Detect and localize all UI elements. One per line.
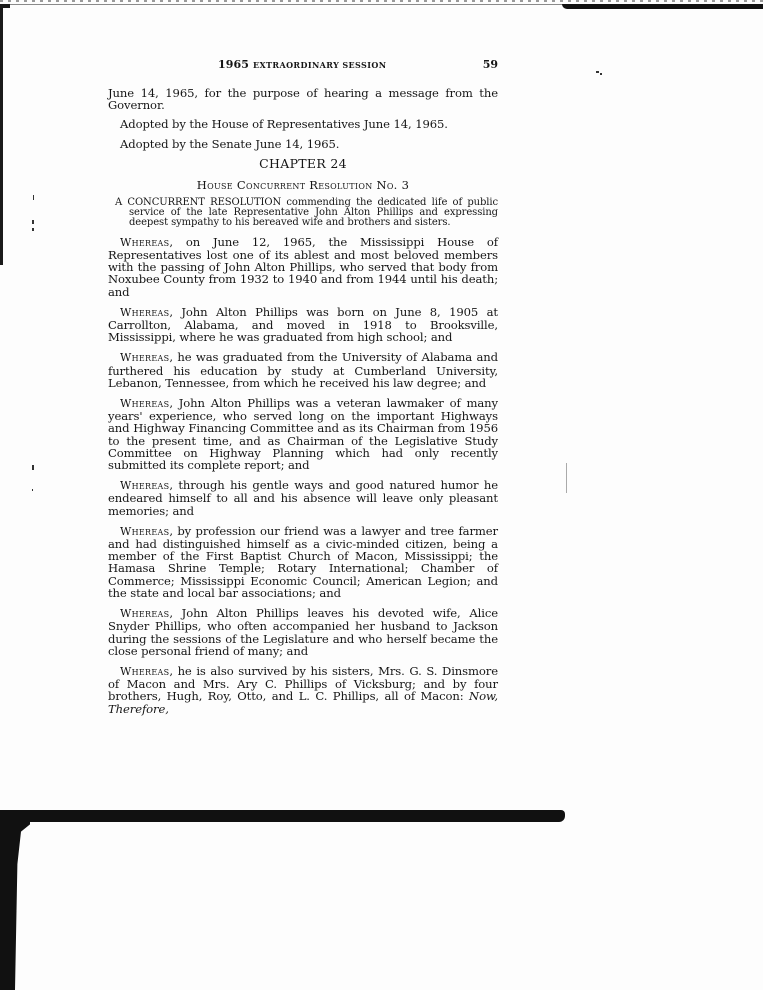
caption-text: commending the dedicated life of public service of the late Representative John Alton Phillips and expressing deepest sympathy to his bereaved wife and brothers and sisters. [129,196,498,228]
document-page [108,58,498,715]
adopted-house: Adopted by the House of Representatives June 14, 1965. [120,117,448,132]
scan-shadow-top-right [562,4,763,9]
running-head-year: 1965 [218,58,250,71]
whereas-label: Whereas [120,664,170,678]
scan-speck [32,489,33,491]
whereas-label: Whereas [120,351,170,365]
whereas-text: , John Alton Phillips was a veteran lawmaker of many years' experience, who served long on the important Highways and Highway Financing Committee and as its Chairman from 1956 to the present time, and as Chairman of the Legislative Study Committee on Highway Planning which had only recently submitted its complete report; and [108,396,498,473]
scan-speck [600,73,602,75]
whereas-label: Whereas [120,305,170,319]
whereas-clause [108,665,498,715]
whereas-text: , John Alton Phillips was born on June 8, 1905 at Carrollton, Alabama, and moved in 1918 to Brooksville, Mississippi, where he was graduated from high school; and [108,304,498,345]
scan-speck [32,228,34,231]
running-head-session: EXTRAORDINARY SESSION [252,60,387,70]
whereas-clause [108,607,498,657]
whereas-text: , by profession our friend was a lawyer and tree farmer and had distinguished himself as a civic-minded citizen, being a member of the First Baptist Church of Macon, Mississippi; the Hamasa Shrine Temple; Rotary International; Chamber of Commerce; Mississippi Economic Council; American Legion; and the state and local bar associations; and [108,523,498,600]
closing-phrase: Now, Therefore, [108,689,498,716]
whereas-text: , he was graduated from the University of Alabama and furthered his education by study at Cumberland University, Lebanon, Tennessee, from which he received his law degree; and [108,350,498,390]
running-head [108,58,498,74]
page-number: 59 [482,58,498,71]
continuation-paragraph: June 14, 1965, for the purpose of hearing a message from the Governor. [108,86,498,113]
whereas-label: Whereas [120,607,170,621]
whereas-label: Whereas [120,397,170,411]
scan-speck [596,71,599,73]
whereas-text: , on June 12, 1965, the Mississippi House of Representatives lost one of its ablest and most beloved members with the passing of John Alton Phillips, who served that body from Noxubee County from 1932 to 1940 and from 1944 until his death; and [108,234,498,299]
whereas-label: Whereas [120,524,170,538]
whereas-text: , through his gentle ways and good natured humor he endeared himself to all and his absence will leave only pleasant memories; and [108,478,498,518]
resolution-heading: House Concurrent Resolution No. 3 [196,177,410,192]
whereas-label: Whereas [120,479,170,493]
scan-edge-line [0,4,570,5]
adopted-senate: Adopted by the Senate June 14, 1965. [120,136,340,151]
whereas-label: Whereas [120,235,170,249]
whereas-clause [108,236,498,298]
scan-shadow-bottom-left [0,810,30,990]
chapter-heading: CHAPTER 24 [259,155,347,171]
resolution-caption [108,198,498,228]
whereas-text: , John Alton Phillips leaves his devoted wife, Alice Snyder Phillips, who often accompanied her husband to Jackson during the sessions of the Legislature and who herself became the close personal friend of many; and [108,606,498,658]
whereas-clause [108,306,498,344]
whereas-clause [108,479,498,517]
caption-lead: A CONCURRENT RESOLUTION [115,196,282,208]
scan-shadow-left [0,5,3,265]
whereas-clause [108,351,498,389]
running-head-title [218,58,386,71]
scan-speck [566,463,567,493]
whereas-text: , he is also survived by his sisters, Mrs. G. S. Dinsmore of Macon and Mrs. Ary C. Phillips of Vicksburg; and by four brothers, Hugh, Roy, Otto, and L. C. Phillips, all of Macon: [108,663,498,704]
scan-speck [33,195,34,200]
whereas-clause [108,397,498,471]
whereas-clause [108,525,498,599]
scan-speck [32,465,34,470]
scan-edge-dots [0,0,763,2]
scan-shadow-bottom [0,810,565,822]
scan-speck [32,220,34,224]
